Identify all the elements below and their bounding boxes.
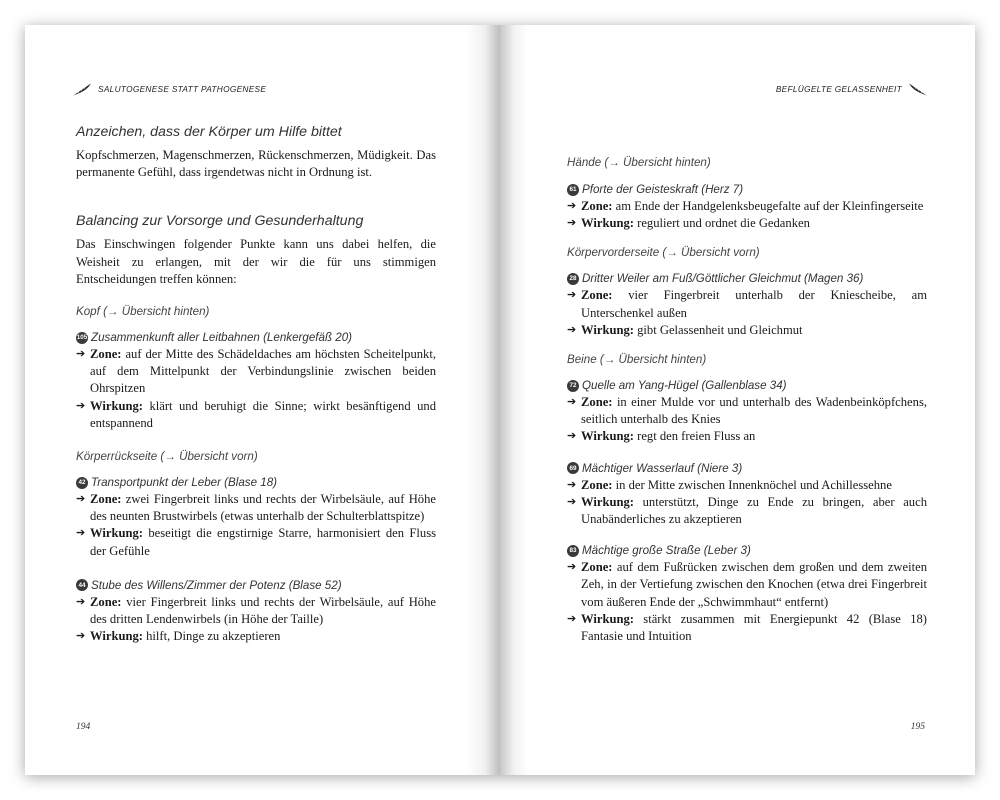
point-title xyxy=(76,329,436,346)
zone-label: Zone: xyxy=(581,560,613,575)
zone-bullet xyxy=(76,594,436,628)
point-number-badge: 44 xyxy=(76,579,88,591)
arrow-right-icon: ➔ xyxy=(76,348,86,361)
arrow-right-icon: ➔ xyxy=(567,217,577,230)
left-running-head xyxy=(71,81,266,97)
effect-label: Wirkung: xyxy=(90,526,143,541)
zone-label: Zone: xyxy=(90,492,122,507)
arrow-right-icon: ➔ xyxy=(76,527,86,540)
point-title xyxy=(567,270,927,287)
effect-label: Wirkung: xyxy=(581,429,634,444)
zone-label: Zone: xyxy=(90,347,122,362)
zone-text: zwei Fingerbreit links und rechts der Wirbelsäule, auf Höhe des neunten Brustwirbels (etwas unterhalb der Schulterblattspitze) xyxy=(90,492,436,524)
point-72 xyxy=(567,377,927,446)
arrow-right-icon: ➔ xyxy=(567,561,577,574)
point-title xyxy=(76,474,436,491)
point-title-text: Transportpunkt der Leber (Blase 18) xyxy=(91,476,278,490)
point-69 xyxy=(567,460,927,529)
section-text-signs: Kopfschmerzen, Magenschmerzen, Rückenschmerzen, Müdigkeit. Das permanente Gefühl, dass irgendetwas nicht in Ordnung ist. xyxy=(76,148,436,180)
effect-label: Wirkung: xyxy=(581,322,634,337)
effect-text: hilft, Dinge zu akzeptieren xyxy=(146,629,281,644)
effect-label: Wirkung: xyxy=(90,629,143,644)
point-61 xyxy=(567,181,927,232)
point-title xyxy=(567,542,927,559)
right-running-head-text: BEFLÜGELTE GELASSENHEIT xyxy=(775,84,902,94)
effect-label: Wirkung: xyxy=(581,611,634,626)
point-title-text: Zusammenkunft aller Leitbahnen (Lenkergefäß 20) xyxy=(91,331,353,345)
right-page xyxy=(500,25,975,775)
arrow-right-icon: ➔ xyxy=(567,323,577,336)
effect-bullet xyxy=(567,322,927,339)
point-title xyxy=(567,377,927,394)
group-heading-beine: Beine (→ Übersicht hinten) xyxy=(567,353,707,367)
zone-bullet xyxy=(567,559,927,611)
point-number-badge: 42 xyxy=(76,477,88,489)
zone-bullet xyxy=(76,491,436,525)
arrow-right-icon: ➔ xyxy=(76,399,86,412)
point-105 xyxy=(76,329,436,432)
effect-text: beseitigt die engstirnige Starre, harmonisiert den Fluss der Gefühle xyxy=(90,526,436,558)
group-heading-haende: Hände (→ Übersicht hinten) xyxy=(567,156,711,169)
effect-bullet xyxy=(76,398,436,432)
point-title-text: Stube des Willens/Zimmer der Potenz (Blase 52) xyxy=(91,578,342,592)
point-title-text: Mächtiger Wasserlauf (Niere 3) xyxy=(582,461,743,475)
section-title-signs: Anzeichen, dass der Körper um Hilfe bittet xyxy=(76,124,342,140)
arrow-right-icon: ➔ xyxy=(76,493,86,506)
section-text-balancing: Das Einschwingen folgender Punkte kann uns dabei helfen, die Weisheit zu erlangen, mit der wir die für uns stimmigen Entscheidungen treffen können: xyxy=(76,237,436,286)
point-title-text: Quelle am Yang-Hügel (Gallenblase 34) xyxy=(582,379,787,393)
zone-text: vier Fingerbreit links und rechts der Wirbelsäule, auf Höhe des dritten Lendenwirbels (in Höhe der Taille) xyxy=(90,594,436,627)
arrow-right-icon: ➔ xyxy=(76,630,86,643)
left-page xyxy=(25,25,500,775)
zone-label: Zone: xyxy=(90,594,122,609)
zone-bullet xyxy=(76,346,436,398)
gutter-shadow-left xyxy=(466,25,500,775)
zone-label: Zone: xyxy=(581,288,613,303)
point-number-badge: 28 xyxy=(567,273,579,285)
arrow-right-icon: ➔ xyxy=(567,200,577,212)
effect-text: klärt und beruhigt die Sinne; wirkt besänftigend und entspannend xyxy=(90,398,436,430)
gutter-shadow-right xyxy=(500,25,528,775)
arrow-right-icon: ➔ xyxy=(567,289,577,302)
arrow-right-icon: ➔ xyxy=(567,612,577,625)
zone-text: vier Fingerbreit unterhalb der Kniescheibe, am Unterschenkel außen xyxy=(581,288,927,320)
point-number-badge: 72 xyxy=(567,380,579,392)
zone-bullet xyxy=(567,477,927,494)
zone-text: auf dem Fußrücken zwischen dem großen und dem zweiten Zeh, in der Vertiefung zwischen den Knochen (etwa drei Fingerbreit vom äußeren Ende der „Schwimmhaut“ entfernt) xyxy=(581,560,927,609)
point-title xyxy=(567,181,927,198)
group-heading-koerpervorderseite: Körpervorderseite (→ Übersicht vorn) xyxy=(567,246,760,260)
left-content xyxy=(76,122,436,645)
effect-text: gibt Gelassenheit und Gleichmut xyxy=(637,322,803,337)
effect-bullet xyxy=(567,611,927,645)
arrow-right-icon: ➔ xyxy=(76,595,86,608)
effect-text: unterstützt, Dinge zu Ende zu bringen, aber auch Unabänderliches zu akzeptieren xyxy=(581,494,927,527)
zone-text: auf der Mitte des Schädeldaches am höchsten Scheitelpunkt, auf dem Mittelpunkt der Verbindungslinie zwischen beiden Ohrspitzen xyxy=(90,347,436,396)
point-title-text: Mächtige große Straße (Leber 3) xyxy=(582,544,751,558)
point-title-text: Dritter Weiler am Fuß/Göttlicher Gleichmut (Magen 36) xyxy=(582,272,864,286)
point-title xyxy=(567,460,927,477)
effect-label: Wirkung: xyxy=(581,216,634,231)
effect-label: Wirkung: xyxy=(90,398,143,413)
arrow-right-icon: ➔ xyxy=(567,478,577,491)
effect-bullet xyxy=(76,628,436,645)
page-number-right: 195 xyxy=(910,722,925,732)
right-content xyxy=(567,155,927,645)
zone-text: in einer Mulde vor und unterhalb des Wadenbeinköpfchens, seitlich unterhalb des Knies xyxy=(581,395,927,427)
zone-bullet xyxy=(567,394,927,428)
zone-text: am Ende der Handgelenksbeugefalte auf der Kleinfingerseite xyxy=(615,199,924,213)
group-heading-koerperrueckseite: Körperrückseite (→ Übersicht vorn) xyxy=(76,450,258,464)
arrow-right-icon: ➔ xyxy=(567,495,577,508)
zone-bullet xyxy=(567,287,927,321)
point-number-badge: 105 xyxy=(76,332,88,344)
arrow-right-icon: ➔ xyxy=(567,396,577,409)
point-title-text: Pforte der Geisteskraft (Herz 7) xyxy=(582,183,744,196)
zone-label: Zone: xyxy=(581,199,613,213)
point-44 xyxy=(76,577,436,646)
zone-label: Zone: xyxy=(581,477,613,492)
effect-label: Wirkung: xyxy=(581,494,634,509)
point-42 xyxy=(76,474,436,560)
effect-bullet xyxy=(76,525,436,559)
book-spread xyxy=(25,25,975,775)
point-28 xyxy=(567,270,927,339)
group-heading-kopf: Kopf (→ Übersicht hinten) xyxy=(76,305,210,319)
zone-bullet xyxy=(567,198,927,215)
effect-text: reguliert und ordnet die Gedanken xyxy=(637,216,810,231)
effect-bullet xyxy=(567,215,927,232)
right-running-head xyxy=(776,81,929,97)
point-title xyxy=(76,577,436,594)
effect-text: regt den freien Fluss an xyxy=(637,429,756,444)
effect-text: stärkt zusammen mit Energiepunkt 42 (Blase 18) Fantasie und Intuition xyxy=(581,611,927,644)
feather-icon xyxy=(907,81,929,97)
left-running-head-text: SALUTOGENESE STATT PATHOGENESE xyxy=(98,84,267,94)
section-title-balancing: Balancing zur Vorsorge und Gesunderhaltung xyxy=(76,213,364,230)
point-number-badge: 69 xyxy=(567,462,579,474)
point-number-badge: 61 xyxy=(567,184,579,196)
zone-text: in der Mitte zwischen Innenknöchel und Achillessehne xyxy=(615,477,892,492)
feather-icon xyxy=(71,81,93,97)
point-83 xyxy=(567,542,927,645)
point-number-badge: 83 xyxy=(567,545,579,557)
zone-label: Zone: xyxy=(581,395,613,410)
effect-bullet xyxy=(567,494,927,528)
page-number-left: 194 xyxy=(76,722,91,732)
effect-bullet xyxy=(567,428,927,445)
arrow-right-icon: ➔ xyxy=(567,430,577,443)
